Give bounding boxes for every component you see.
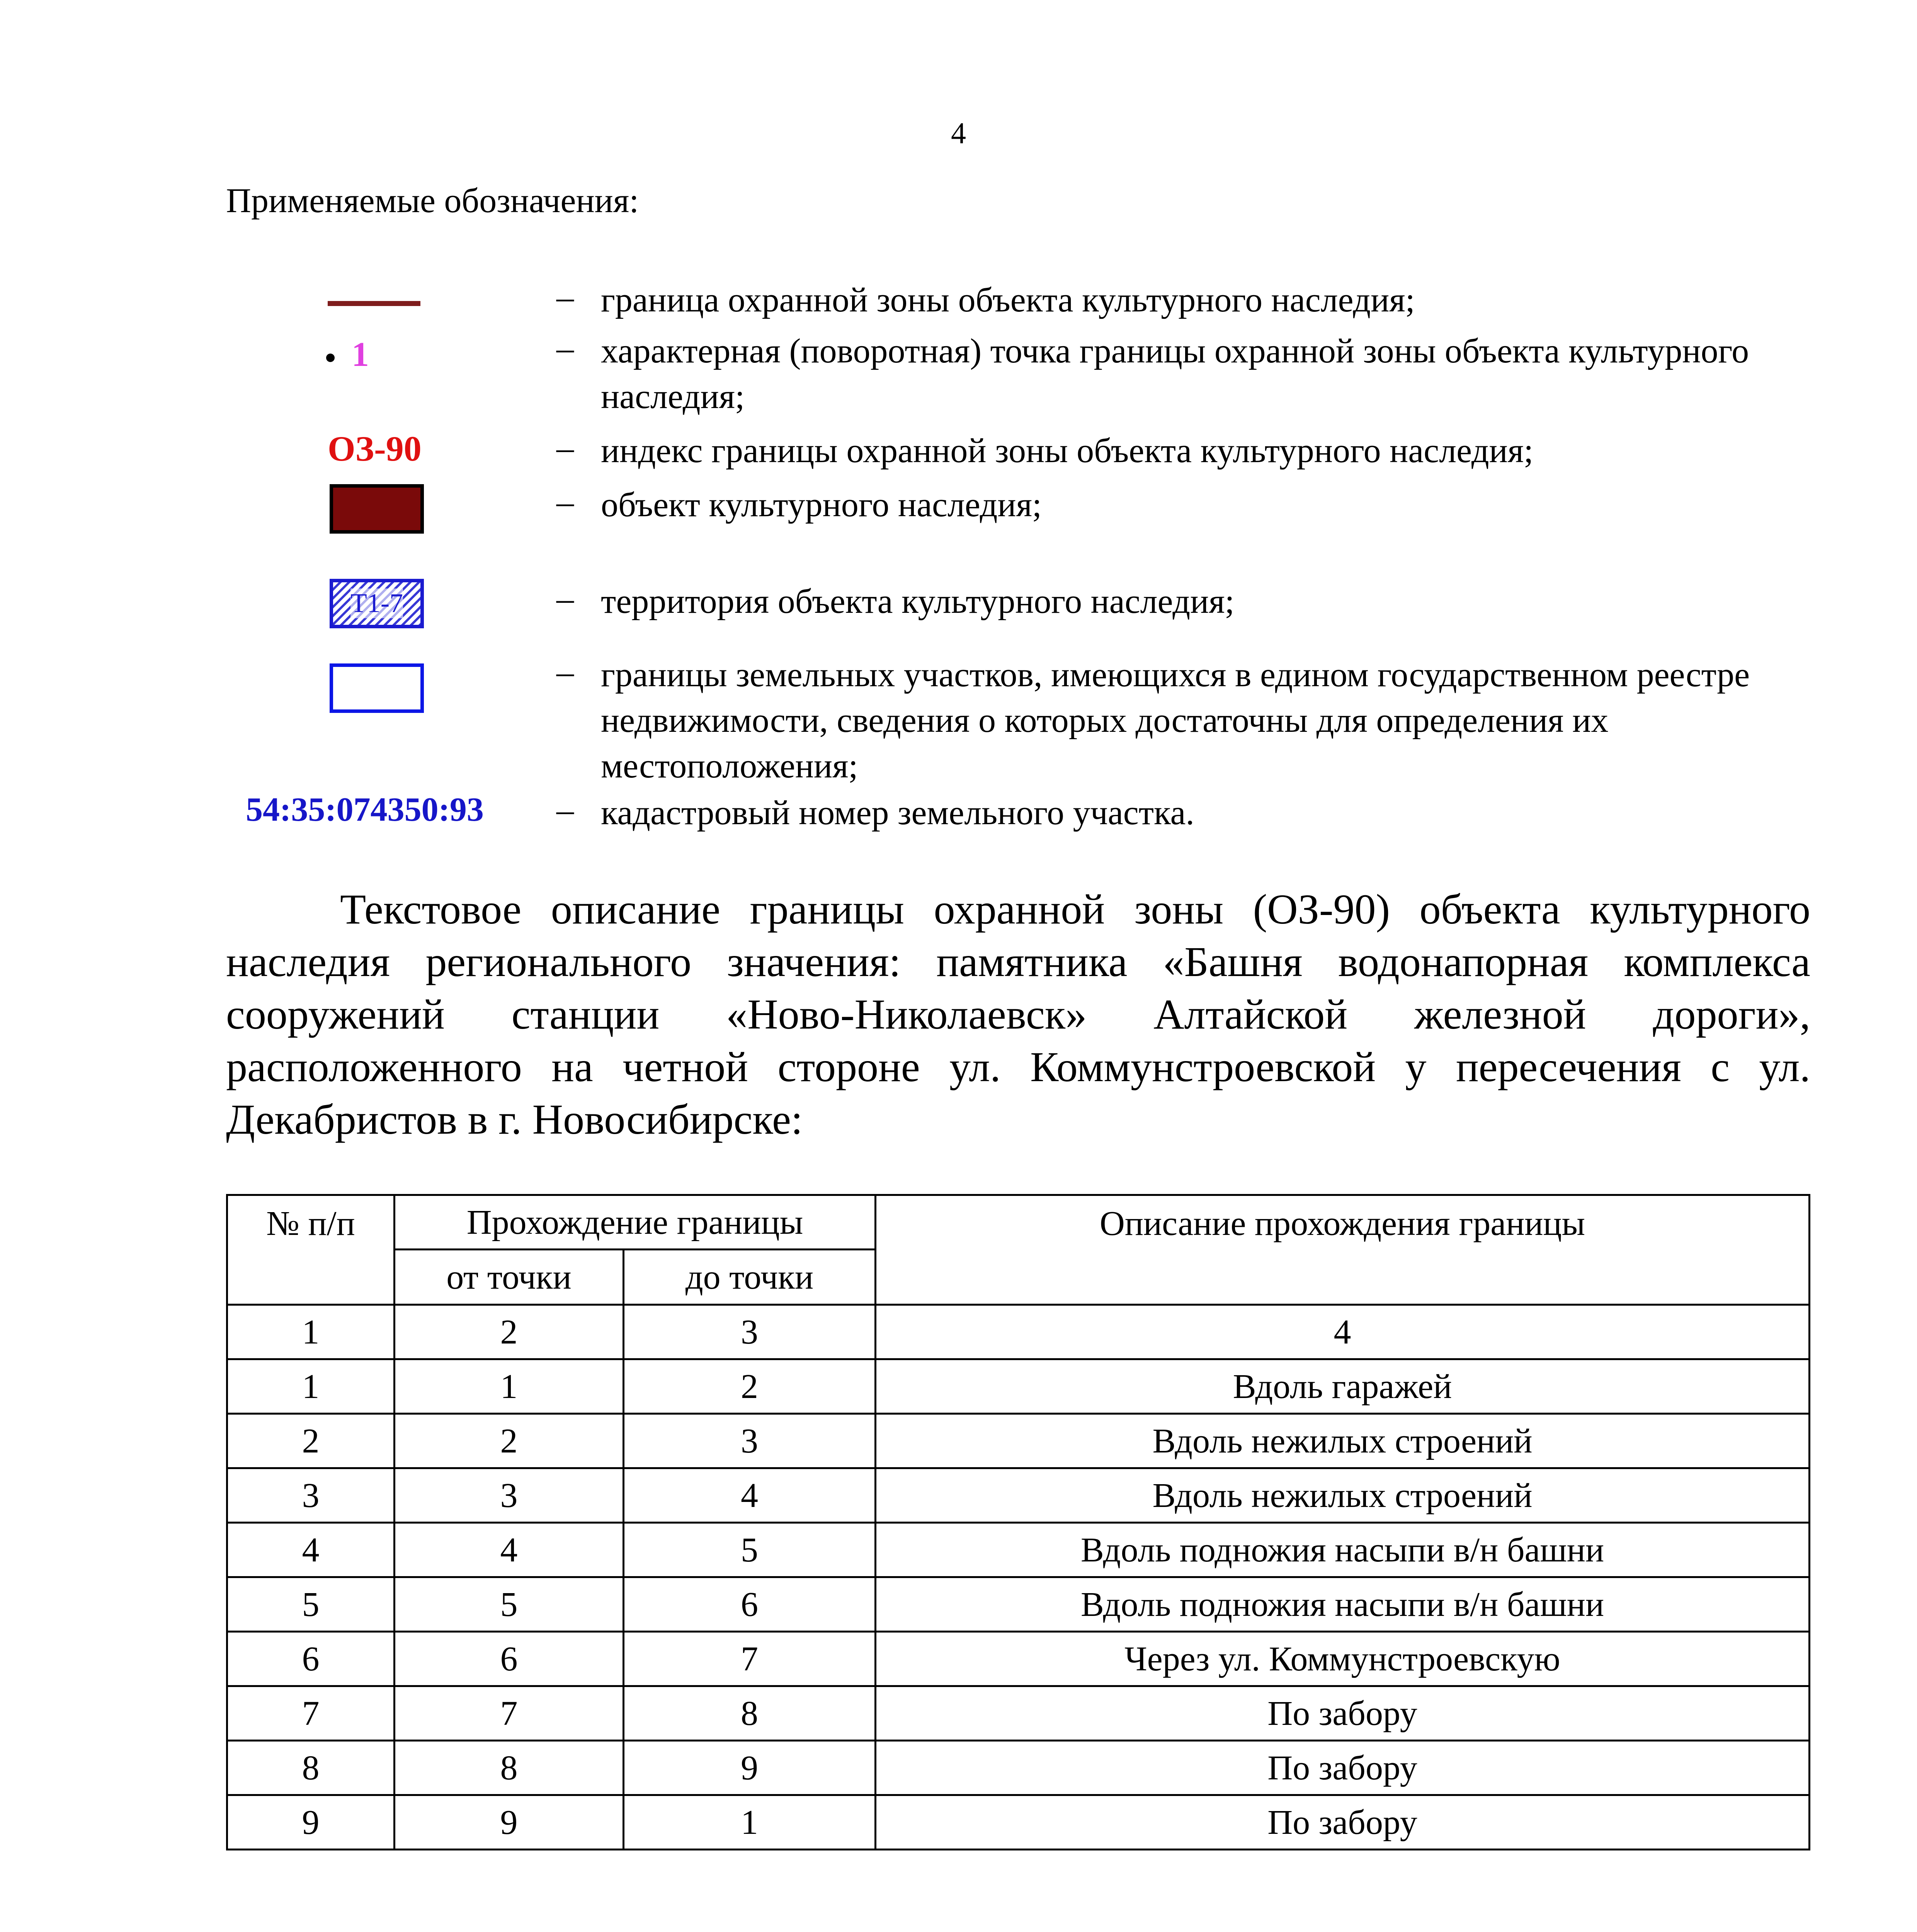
table-row: [227, 1359, 1810, 1414]
legend-text-parcel: границы земельных участков, имеющихся в едином государственном реестре недвижимости, сведения о которых достаточны для определения их местоположения;: [601, 656, 1750, 785]
header-passage: Прохождение границы: [395, 1195, 876, 1250]
table-row: [227, 1632, 1810, 1686]
table-cell: Вдоль подножия насыпи в/н башни: [876, 1577, 1810, 1632]
table-row: [227, 1468, 1810, 1523]
table-cell: 5: [624, 1523, 876, 1577]
table-cell: 3: [227, 1468, 395, 1523]
table-cell: 8: [624, 1686, 876, 1741]
legend-dash: –: [556, 278, 574, 316]
header-to: до точки: [624, 1250, 876, 1305]
table-cell: Через ул. Коммунстроевскую: [876, 1632, 1810, 1686]
table-cell: Вдоль подножия насыпи в/н башни: [876, 1523, 1810, 1577]
index-label: ОЗ-90: [328, 429, 422, 468]
table-cell: 7: [624, 1632, 876, 1686]
table-cell: По забору: [876, 1795, 1810, 1850]
table-row: [227, 1523, 1810, 1577]
hatched-territory-icon: [330, 579, 424, 628]
table-cell: 4: [876, 1305, 1810, 1359]
legend-text-object: объект культурного наследия;: [601, 486, 1042, 524]
header-from: от точки: [395, 1250, 624, 1305]
table-cell: 4: [624, 1468, 876, 1523]
table-cell: 1: [624, 1795, 876, 1850]
table-cell: 7: [227, 1686, 395, 1741]
table-row: [227, 1414, 1810, 1468]
table-header-row: [227, 1195, 1810, 1250]
table-cell: 3: [395, 1468, 624, 1523]
table-cell: 4: [395, 1523, 624, 1577]
table-cell: По забору: [876, 1686, 1810, 1741]
boundary-line-icon: [328, 301, 420, 306]
table-cell: 9: [395, 1795, 624, 1850]
parcel-outline-icon: [330, 663, 424, 713]
boundary-table: [226, 1194, 1810, 1850]
legend-dash: –: [556, 653, 574, 691]
table-cell: 5: [227, 1577, 395, 1632]
table-cell: 7: [395, 1686, 624, 1741]
table-cell: 9: [227, 1795, 395, 1850]
table-cell: 9: [624, 1741, 876, 1795]
table-cell: 2: [395, 1305, 624, 1359]
table-cell: 6: [624, 1577, 876, 1632]
table-cell: 3: [624, 1305, 876, 1359]
point-label: 1: [352, 335, 369, 374]
table-row: [227, 1795, 1810, 1850]
paragraph-text: Текстовое описание границы охранной зоны (ОЗ-90) объекта культурного наследия регионального значения: памятника «Башня водонапорная комплекса сооружений станции «Ново-Николаевск» Алтайской железной дороги», расположенного на четной стороне ул. Коммунстроевской у пересечения с ул. Декабристов в г. Новосибирске:: [226, 886, 1810, 1143]
heritage-object-icon: [330, 484, 424, 534]
page-number: 4: [951, 116, 966, 150]
legend-text-territory: территория объекта культурного наследия;: [601, 582, 1235, 621]
table-cell: 5: [395, 1577, 624, 1632]
table-row: [227, 1686, 1810, 1741]
header-number: № п/п: [227, 1195, 395, 1305]
table-row: [227, 1741, 1810, 1795]
description-paragraph: [226, 883, 1810, 1146]
legend-dash: –: [556, 483, 574, 521]
table-cell: 8: [395, 1741, 624, 1795]
legend-dash: –: [556, 791, 574, 829]
numbering-row: [227, 1305, 1810, 1359]
header-description: Описание прохождения границы: [876, 1195, 1810, 1305]
legend-dash: –: [556, 580, 574, 618]
table-cell: 6: [395, 1632, 624, 1686]
table-cell: 3: [624, 1414, 876, 1468]
table-cell: 2: [227, 1414, 395, 1468]
legend-dash: –: [556, 429, 574, 467]
table-body: [227, 1305, 1810, 1850]
territory-label: Т1-7: [350, 588, 403, 618]
legend-text-point: характерная (поворотная) точка границы охранной зоны объекта культурного наследия;: [601, 332, 1749, 416]
table-cell: 1: [227, 1305, 395, 1359]
table-cell: 8: [227, 1741, 395, 1795]
table-cell: По забору: [876, 1741, 1810, 1795]
point-icon: [326, 335, 369, 374]
table-cell: 2: [395, 1414, 624, 1468]
table-cell: 2: [624, 1359, 876, 1414]
table-cell: 4: [227, 1523, 395, 1577]
legend-text-boundary: граница охранной зоны объекта культурного наследия;: [601, 281, 1415, 319]
legend-text-index: индекс границы охранной зоны объекта культурного наследия;: [601, 432, 1534, 470]
table-cell: Вдоль нежилых строений: [876, 1414, 1810, 1468]
legend-title: Применяемые обозначения:: [226, 182, 639, 220]
table-cell: 1: [395, 1359, 624, 1414]
legend-text-cadastral: кадастровый номер земельного участка.: [601, 794, 1194, 832]
table-cell: 6: [227, 1632, 395, 1686]
table-cell: 1: [227, 1359, 395, 1414]
bullet-icon: [326, 354, 335, 362]
table-cell: Вдоль гаражей: [876, 1359, 1810, 1414]
legend-dash: –: [556, 329, 574, 367]
cadastral-label: 54:35:074350:93: [246, 791, 484, 828]
table-row: [227, 1577, 1810, 1632]
table-cell: Вдоль нежилых строений: [876, 1468, 1810, 1523]
